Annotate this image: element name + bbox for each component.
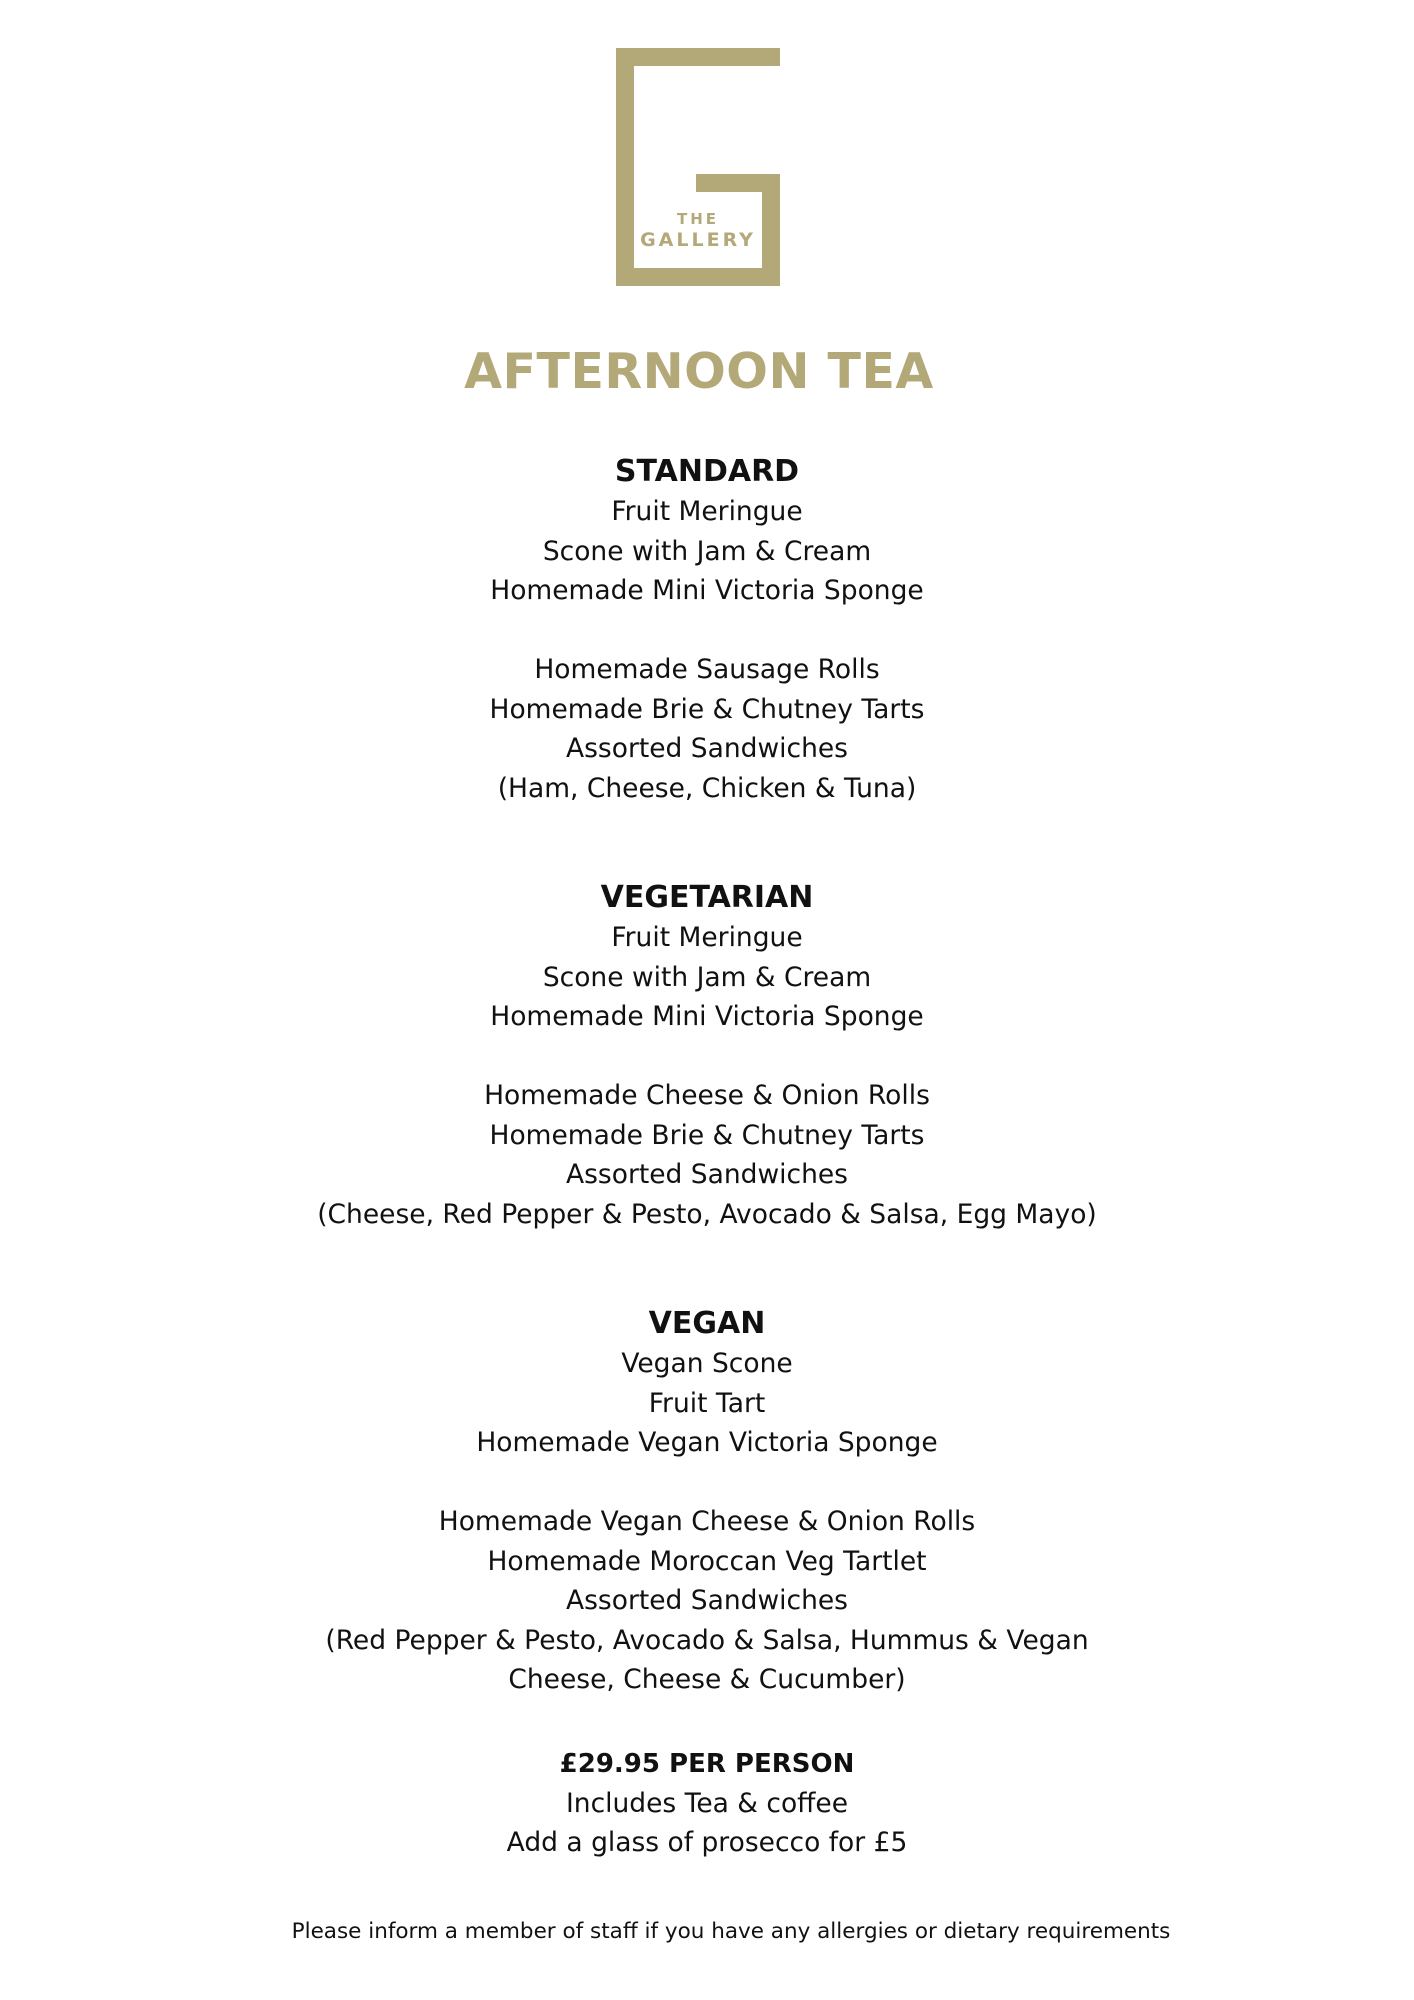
addon-text: Add a glass of prosecco for £5 [506, 1827, 908, 1858]
menu-item: Fruit Meringue [611, 922, 803, 953]
menu-item: Homemade Sausage Rolls [534, 654, 880, 685]
price-label: £29.95 PER PERSON [559, 1748, 855, 1779]
menu-item: Homemade Vegan Cheese & Onion Rolls [438, 1506, 976, 1537]
section-vegetarian [0, 878, 1414, 1234]
menu-item: Cheese, Cheese & Cucumber) [508, 1664, 906, 1695]
menu-item: Fruit Tart [648, 1387, 766, 1419]
section-standard [0, 452, 1414, 808]
menu-item: Assorted Sandwiches [566, 733, 848, 764]
menu-content [0, 452, 1414, 1863]
menu-item: Assorted Sandwiches [566, 1585, 848, 1616]
section-heading: VEGETARIAN [600, 880, 814, 915]
logo-text-the: THE [676, 210, 720, 228]
logo-text-gallery: GALLERY [640, 229, 756, 251]
page-title: AFTERNOON TEA [464, 343, 934, 400]
menu-item: Homemade Brie & Chutney Tarts [489, 1119, 925, 1151]
includes-text: Includes Tea & coffee [565, 1787, 849, 1819]
menu-item: Scone with Jam & Cream [542, 961, 872, 993]
menu-item: Homemade Brie & Chutney Tarts [489, 693, 925, 725]
pricing-block [0, 1744, 1414, 1863]
menu-item: Homemade Mini Victoria Sponge [490, 1001, 924, 1032]
section-heading: VEGAN [648, 1306, 766, 1341]
menu-item: (Cheese, Red Pepper & Pesto, Avocado & Salsa, Egg Mayo) [317, 1198, 1097, 1230]
menu-item: Homemade Moroccan Veg Tartlet [487, 1545, 927, 1577]
menu-item: (Red Pepper & Pesto, Avocado & Salsa, Hummus & Vegan [325, 1624, 1089, 1656]
section-vegan [0, 1304, 1414, 1700]
gallery-logo [616, 48, 780, 286]
menu-item: Fruit Meringue [611, 496, 803, 527]
menu-item: Assorted Sandwiches [566, 1159, 848, 1190]
menu-item: (Ham, Cheese, Chicken & Tuna) [497, 772, 917, 804]
menu-item: Homemade Vegan Victoria Sponge [476, 1427, 938, 1458]
menu-item: Homemade Mini Victoria Sponge [490, 575, 924, 606]
menu-item: Vegan Scone [621, 1348, 793, 1379]
section-heading: STANDARD [614, 454, 800, 489]
menu-item: Scone with Jam & Cream [542, 535, 872, 567]
menu-item: Homemade Cheese & Onion Rolls [484, 1080, 930, 1111]
allergy-notice: Please inform a member of staff if you have any allergies or dietary requirements [291, 1919, 1171, 1944]
